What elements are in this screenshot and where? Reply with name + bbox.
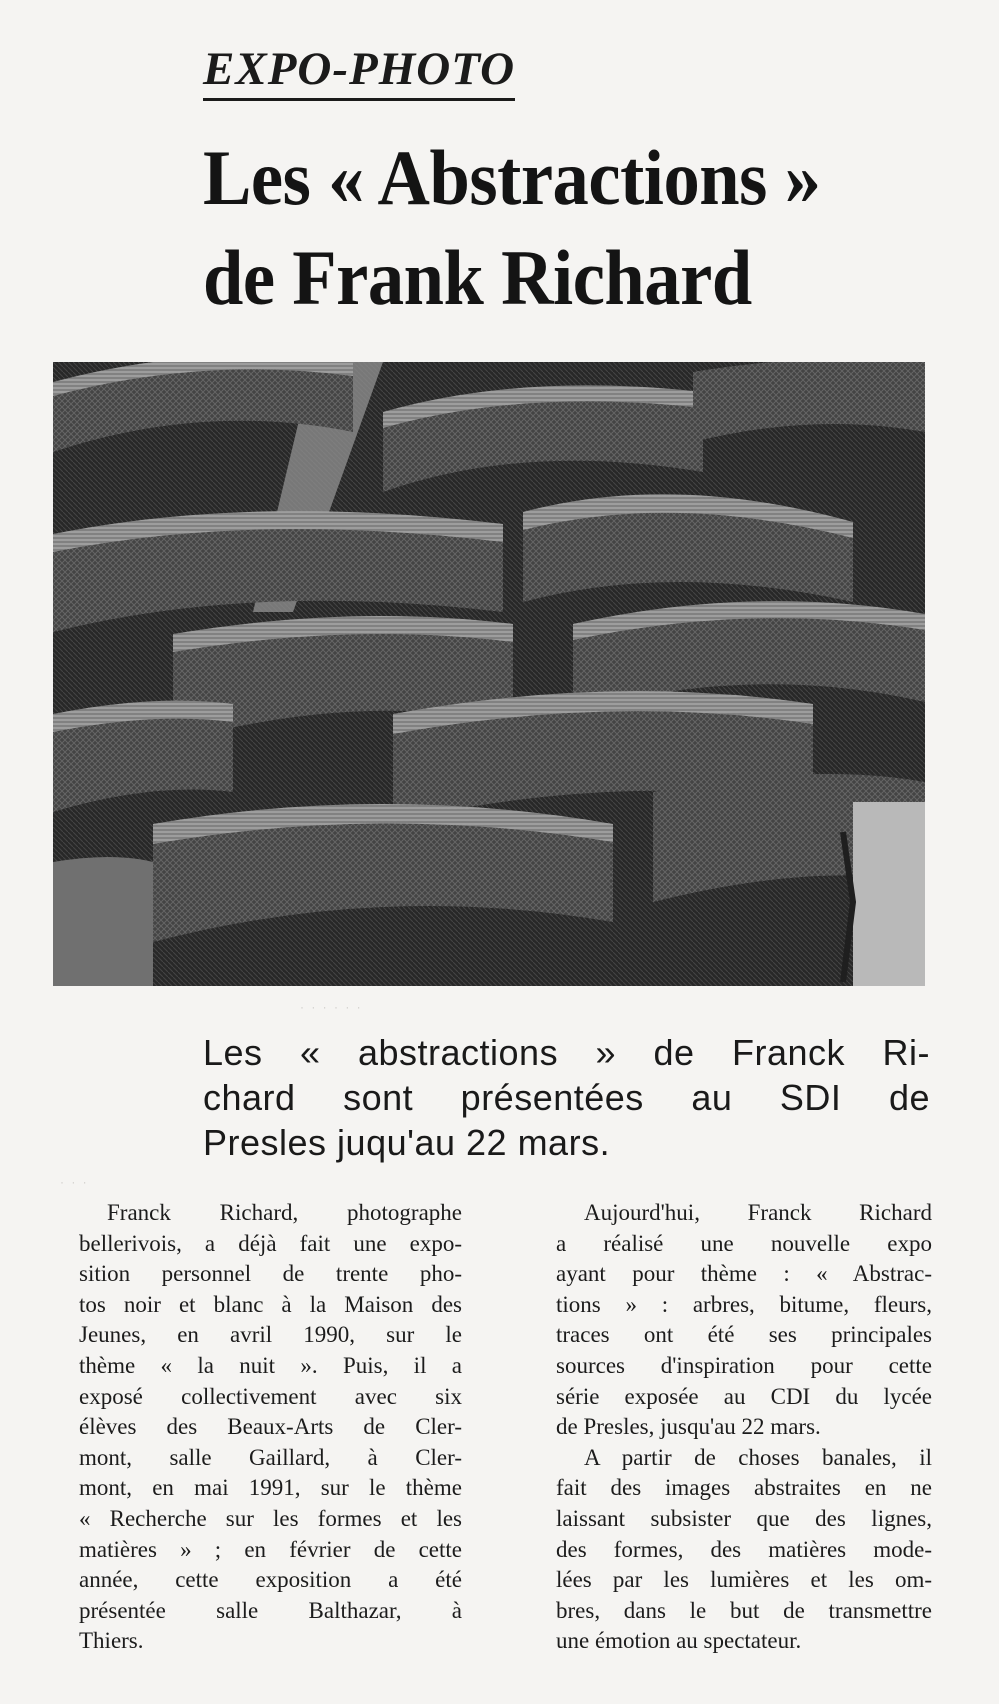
body-line: tions » : arbres, bitume, fleurs, [556, 1291, 932, 1317]
body-line: tos noir et blanc à la Maison des [79, 1291, 462, 1317]
headline [203, 128, 910, 328]
body-line: bellerivois, a déjà fait une expo- [79, 1230, 462, 1256]
headline-line-1: Les « Abstractions » [203, 134, 821, 221]
bleed-through-text: · · · [60, 1175, 89, 1189]
body-line: mont, en mai 1991, sur le thème [79, 1475, 462, 1501]
body-line: ayant pour thème : « Abstrac- [556, 1261, 932, 1287]
body-line: une émotion au spectateur. [556, 1628, 802, 1654]
body-line: laissant subsister que des lignes, [556, 1505, 932, 1531]
body-line: Aujourd'hui, Franck Richard [584, 1200, 932, 1225]
section-kicker: EXPO-PHOTO [203, 40, 515, 101]
body-line: fait des images abstraites en ne [556, 1475, 932, 1501]
caption-line: Les « abstractions » de Franck Ri- [203, 1032, 930, 1073]
body-line: série exposée au CDI du lycée [556, 1383, 932, 1409]
body-line: année, cette exposition a été [79, 1567, 462, 1593]
body-line: a réalisé une nouvelle expo [556, 1230, 932, 1256]
body-line: matières » ; en février de cette [79, 1536, 462, 1562]
bleed-through-text: · · · · · · [300, 1000, 363, 1014]
body-line: des formes, des matières mode- [556, 1536, 932, 1562]
photo-image [53, 362, 925, 986]
body-line: Thiers. [79, 1628, 144, 1654]
photo-caption [203, 1030, 930, 1165]
body-line: Jeunes, en avril 1990, sur le [79, 1322, 462, 1348]
body-line: Franck Richard, photographe [107, 1200, 462, 1225]
body-line: de Presles, jusqu'au 22 mars. [556, 1414, 821, 1440]
body-line: sition personnel de trente pho- [79, 1261, 462, 1287]
caption-line: Presles juqu'au 22 mars. [203, 1122, 611, 1163]
article-column-right [556, 1198, 932, 1657]
body-line: A partir de choses banales, il [584, 1444, 932, 1470]
headline-line-2: de Frank Richard [203, 234, 752, 321]
wicker-chairs-photo [53, 362, 925, 986]
body-line: bres, dans le but de transmettre [556, 1597, 932, 1623]
body-line: exposé collectivement avec six [79, 1383, 462, 1409]
caption-line: chard sont présentées au SDI de [203, 1077, 930, 1118]
body-line: sources d'inspiration pour cette [556, 1352, 932, 1378]
body-line: lées par les lumières et les om- [556, 1567, 932, 1593]
body-line: traces ont été ses principales [556, 1322, 932, 1348]
body-line: élèves des Beaux-Arts de Cler- [79, 1414, 462, 1440]
body-line: « Recherche sur les formes et les [79, 1505, 462, 1531]
body-line: mont, salle Gaillard, à Cler- [79, 1444, 462, 1470]
body-line: présentée salle Balthazar, à [79, 1597, 462, 1623]
article-column-left [79, 1198, 462, 1657]
body-line: thème « la nuit ». Puis, il a [79, 1352, 462, 1378]
